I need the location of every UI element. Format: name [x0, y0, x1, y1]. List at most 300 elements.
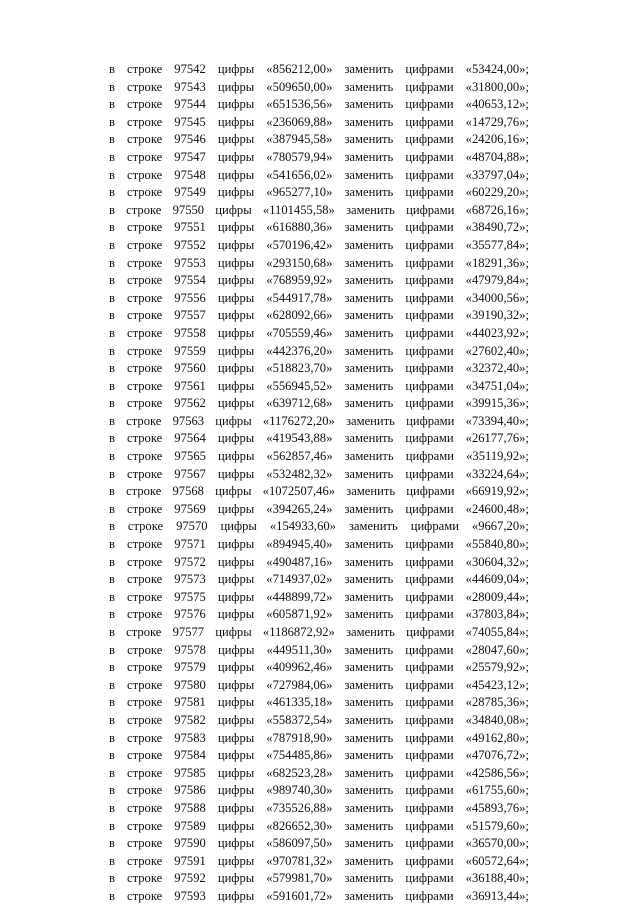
line-word: заменить [344, 712, 394, 727]
line-word: цифрами [405, 290, 454, 305]
line-word: цифры [217, 800, 255, 815]
line-word: «61755,60»; [465, 783, 529, 798]
line-word: «394265,24» [266, 501, 333, 516]
line-word: цифры [218, 449, 255, 464]
amendment-line [109, 343, 529, 361]
line-word: строке [127, 431, 163, 446]
line-word: 97562 [174, 396, 206, 411]
line-word: цифры [217, 730, 255, 745]
line-word: «28047,60»; [465, 642, 529, 657]
line-word: 97553 [174, 255, 206, 270]
line-word: «42586,56»; [465, 765, 529, 780]
line-word: «754485,86» [266, 748, 333, 763]
line-word: строке [127, 185, 163, 200]
amendment-line [109, 536, 529, 554]
line-word: цифрами [405, 79, 454, 94]
line-word: цифрами [405, 114, 454, 129]
line-word: «591601,72» [266, 888, 333, 903]
amendment-line [109, 712, 529, 730]
line-word: цифрами [405, 836, 454, 851]
line-word: строке [127, 501, 163, 516]
line-word: строке [127, 449, 163, 464]
line-word: «518823,70» [266, 361, 333, 376]
line-word: «236069,88» [266, 114, 333, 129]
line-word: цифры [217, 871, 255, 886]
line-word: «409962,46» [266, 660, 333, 675]
amendment-line [109, 765, 529, 783]
line-word: заменить [344, 343, 394, 358]
amendment-line [109, 360, 529, 378]
line-word: цифры [217, 132, 255, 147]
line-word: в [109, 132, 115, 147]
line-word: «39190,32»; [465, 308, 529, 323]
line-word: 97575 [174, 589, 206, 604]
amendment-line [109, 466, 529, 484]
line-word: цифры [220, 519, 257, 534]
line-word: заменить [344, 537, 394, 552]
line-word: цифрами [406, 413, 455, 428]
line-word: заменить [344, 765, 394, 780]
line-word: «39915,36»; [465, 396, 529, 411]
line-word: цифры [217, 62, 255, 76]
line-word: 97588 [174, 800, 206, 815]
line-word: строке [127, 308, 163, 323]
line-word: заменить [344, 396, 394, 411]
line-word: заменить [344, 888, 394, 903]
line-word: цифры [217, 501, 255, 516]
line-word: цифрами [405, 237, 454, 252]
amendment-list [109, 61, 529, 906]
line-word: в [109, 290, 115, 305]
line-word: заменить [344, 79, 394, 94]
line-word: цифрами [405, 466, 454, 481]
line-word: «9667,20»; [471, 519, 529, 534]
line-word: цифрами [405, 501, 454, 516]
line-word: «38490,72»; [465, 220, 529, 235]
line-word: строке [127, 149, 163, 164]
line-word: в [109, 748, 115, 763]
amendment-line [109, 554, 529, 572]
line-word: цифры [217, 273, 255, 288]
line-word: строке [127, 132, 163, 147]
line-word: 97547 [174, 149, 206, 164]
line-word: строке [127, 361, 163, 376]
line-word: «36913,44»; [465, 888, 529, 903]
line-word: «28009,44»; [465, 589, 529, 604]
amendment-line [109, 747, 529, 765]
amendment-line [109, 378, 529, 396]
line-word: цифрами [405, 396, 454, 411]
line-word: 97549 [174, 185, 206, 200]
line-word: цифры [217, 431, 255, 446]
line-word: 97542 [174, 62, 206, 76]
line-word: строке [127, 677, 163, 692]
line-word: цифры [217, 853, 255, 868]
line-word: в [109, 396, 115, 411]
line-word: цифрами [405, 818, 454, 833]
line-word: заменить [344, 554, 394, 569]
line-word: 97548 [174, 167, 206, 182]
line-word: «965277,10» [266, 185, 333, 200]
line-word: заменить [344, 466, 394, 481]
line-word: «735526,88» [266, 800, 333, 815]
line-word: «60229,20»; [465, 185, 529, 200]
line-word: строке [126, 413, 162, 428]
amendment-line [109, 800, 529, 818]
line-word: цифры [217, 167, 255, 182]
line-word: «60572,64»; [465, 853, 529, 868]
line-word: цифры [217, 290, 255, 305]
line-word: цифрами [405, 361, 454, 376]
line-word: в [109, 836, 115, 851]
amendment-line [109, 694, 529, 712]
line-word: заменить [344, 114, 394, 129]
amendment-line [109, 79, 529, 97]
line-word: в [109, 308, 115, 323]
amendment-line [109, 149, 529, 167]
line-word: цифры [218, 642, 255, 657]
amendment-line [109, 114, 529, 132]
line-word: цифрами [405, 572, 454, 587]
amendment-line [109, 325, 529, 343]
line-word: 97545 [174, 114, 206, 129]
line-word: заменить [344, 871, 394, 886]
line-word: «562857,46» [266, 449, 333, 464]
line-word: «14729,76»; [465, 114, 529, 129]
line-word: заменить [344, 185, 394, 200]
line-word: строке [127, 871, 163, 886]
line-word: в [109, 114, 115, 129]
line-word: заменить [348, 519, 398, 534]
line-word: «628092,66» [266, 308, 333, 323]
line-word: цифры [217, 396, 255, 411]
line-word: в [109, 343, 115, 358]
line-word: «28785,36»; [465, 695, 529, 710]
line-word: «556945,52» [266, 378, 333, 393]
amendment-line [109, 255, 529, 273]
line-word: в [109, 79, 115, 94]
line-word: «34751,04»; [465, 378, 529, 393]
line-word: цифрами [405, 800, 454, 815]
line-word: строке [127, 660, 163, 675]
amendment-line [109, 61, 529, 79]
line-word: цифры [217, 237, 255, 252]
line-word: 97572 [174, 554, 206, 569]
line-word: заменить [344, 660, 394, 675]
line-word: «32372,40»; [465, 361, 529, 376]
line-word: 97551 [174, 220, 206, 235]
line-word: заменить [344, 572, 394, 587]
line-word: 97544 [174, 97, 206, 112]
line-word: «44023,92»; [465, 325, 529, 340]
line-word: 97570 [176, 519, 208, 534]
line-word: в [109, 695, 115, 710]
line-word: 97560 [174, 361, 206, 376]
line-word: заменить [344, 431, 394, 446]
line-word: в [109, 818, 115, 833]
line-word: «826652,30» [266, 818, 333, 833]
line-word: «30604,32»; [465, 554, 529, 569]
line-word: «47979,84»; [465, 273, 529, 288]
line-word: 97578 [174, 642, 206, 657]
line-word: цифрами [406, 202, 455, 217]
line-word: в [109, 273, 115, 288]
line-word: «49162,80»; [465, 730, 529, 745]
line-word: цифрами [405, 853, 454, 868]
line-word: строке [127, 519, 164, 534]
line-word: в [109, 220, 115, 235]
line-word: «36188,40»; [465, 871, 529, 886]
line-word: цифрами [405, 431, 454, 446]
line-word: 97565 [174, 449, 206, 464]
line-word: строке [127, 695, 163, 710]
line-word: цифрами [405, 62, 454, 76]
line-word: цифрами [405, 449, 454, 464]
line-word: строке [127, 800, 163, 815]
line-word: 97584 [174, 748, 206, 763]
line-word: заменить [344, 818, 394, 833]
line-word: заменить [344, 220, 394, 235]
line-word: заменить [344, 748, 394, 763]
line-word: цифры [217, 836, 255, 851]
line-word: «461335,18» [266, 695, 333, 710]
line-word: цифры [217, 888, 255, 903]
line-word: строке [127, 97, 163, 112]
line-word: цифрами [406, 625, 455, 639]
amendment-line [109, 835, 529, 853]
line-word: строке [127, 712, 163, 727]
line-word: строке [127, 220, 163, 235]
line-word: цифрами [406, 484, 455, 499]
amendment-line [109, 571, 529, 589]
line-word: «27602,40»; [465, 343, 529, 358]
line-word: в [109, 800, 115, 815]
line-word: строке [127, 290, 163, 305]
line-word: цифрами [405, 343, 454, 358]
line-word: цифрами [405, 765, 454, 780]
line-word: «25579,92»; [465, 660, 529, 675]
line-word: 97573 [174, 572, 206, 587]
line-word: «35577,84»; [465, 237, 529, 252]
line-word: в [109, 185, 115, 200]
line-word: в [109, 660, 115, 675]
line-word: «579981,70» [266, 871, 333, 886]
line-word: цифры [217, 325, 255, 340]
line-word: заменить [346, 484, 396, 499]
line-word: в [109, 62, 115, 76]
line-word: заменить [344, 255, 394, 270]
line-word: цифры [217, 114, 255, 129]
line-word: строке [126, 484, 162, 499]
line-word: строке [127, 114, 163, 129]
line-word: «970781,32» [266, 853, 333, 868]
line-word: «154933,60» [269, 519, 336, 534]
line-word: цифры [217, 185, 255, 200]
line-word: строке [127, 765, 163, 780]
line-word: в [109, 325, 115, 340]
line-word: цифрами [405, 220, 454, 235]
line-word: цифрами [405, 695, 454, 710]
line-word: цифрами [405, 607, 454, 622]
line-word: цифры [217, 343, 255, 358]
line-word: «544917,78» [266, 290, 333, 305]
line-word: «639712,68» [266, 396, 333, 411]
line-word: «894945,40» [266, 537, 333, 552]
line-word: 97579 [174, 660, 206, 675]
line-word: «1072507,46» [262, 484, 336, 499]
line-word: «293150,68» [266, 255, 333, 270]
line-word: «24600,48»; [465, 501, 529, 516]
line-word: «66919,92»; [465, 484, 529, 499]
line-word: «419543,88» [266, 431, 333, 446]
line-word: строке [127, 325, 163, 340]
amendment-line [109, 730, 529, 748]
line-word: «448899,72» [266, 589, 333, 604]
line-word: в [109, 413, 115, 428]
amendment-line [109, 131, 529, 149]
line-word: цифры [217, 589, 255, 604]
line-word: «44609,04»; [465, 572, 529, 587]
line-word: цифрами [405, 554, 454, 569]
line-word: в [109, 888, 115, 903]
line-word: цифрами [405, 325, 454, 340]
line-word: цифры [217, 712, 255, 727]
line-word: в [109, 625, 115, 639]
amendment-line [109, 888, 529, 906]
amendment-line [109, 501, 529, 519]
line-word: в [109, 853, 115, 868]
line-word: «532482,32» [266, 466, 333, 481]
line-word: в [109, 730, 115, 745]
line-word: строке [127, 167, 163, 182]
line-word: «45893,76»; [465, 800, 529, 815]
line-word: «37803,84»; [465, 607, 529, 622]
line-word: «34840,08»; [465, 712, 529, 727]
line-word: цифры [217, 607, 255, 622]
amendment-line [109, 606, 529, 624]
line-word: 97591 [174, 853, 206, 868]
line-word: «73394,40»; [465, 413, 529, 428]
line-word: «31800,00»; [465, 79, 529, 94]
line-word: цифры [217, 660, 255, 675]
amendment-line [109, 413, 529, 431]
line-word: заменить [344, 378, 394, 393]
line-word: цифрами [405, 97, 454, 112]
line-word: строке [127, 836, 163, 851]
line-word: заменить [344, 167, 394, 182]
line-word: цифры [217, 79, 255, 94]
line-word: строке [127, 818, 163, 833]
line-word: в [109, 519, 115, 534]
line-word: цифры [217, 818, 255, 833]
line-word: «33797,04»; [465, 167, 529, 182]
line-word: цифры [217, 537, 255, 552]
line-word: 97557 [174, 308, 206, 323]
amendment-line [109, 518, 529, 536]
line-word: цифры [217, 765, 255, 780]
line-word: заменить [346, 202, 395, 217]
line-word: цифры [215, 625, 252, 639]
line-word: «605871,92» [266, 607, 333, 622]
line-word: в [109, 589, 115, 604]
line-word: «18291,36»; [465, 255, 529, 270]
line-word: цифры [217, 308, 255, 323]
line-word: 97568 [172, 484, 204, 499]
amendment-line [109, 395, 529, 413]
amendment-line [109, 589, 529, 607]
line-word: в [109, 449, 115, 464]
line-word: цифрами [405, 712, 454, 727]
line-word: заменить [344, 237, 394, 252]
line-word: в [109, 167, 115, 182]
line-word: 97589 [174, 818, 206, 833]
line-word: «40653,12»; [465, 97, 529, 112]
line-word: «442376,20» [266, 343, 333, 358]
line-word: в [109, 783, 115, 798]
line-word: строке [127, 273, 163, 288]
line-word: «989740,30» [266, 783, 333, 798]
line-word: строке [127, 396, 163, 411]
line-word: цифрами [410, 519, 459, 534]
line-word: в [109, 871, 115, 886]
line-word: строке [127, 554, 163, 569]
line-word: «33224,64»; [465, 466, 529, 481]
line-word: «1176272,20» [262, 413, 335, 428]
line-word: цифры [217, 378, 255, 393]
amendment-line [109, 818, 529, 836]
line-word: «34000,56»; [465, 290, 529, 305]
line-word: 97590 [174, 836, 206, 851]
line-word: «651536,56» [266, 97, 333, 112]
line-word: 97585 [174, 765, 206, 780]
line-word: в [109, 466, 115, 481]
line-word: «714937,02» [266, 572, 333, 587]
amendment-line [109, 782, 529, 800]
line-word: в [109, 237, 115, 252]
line-word: 97581 [174, 695, 206, 710]
line-word: заменить [344, 361, 394, 376]
line-word: строке [126, 202, 162, 217]
amendment-line [109, 202, 529, 220]
line-word: строке [127, 537, 163, 552]
line-word: 97586 [174, 783, 206, 798]
amendment-line [109, 272, 529, 290]
line-word: «541656,02» [266, 167, 333, 182]
line-word: заменить [344, 308, 394, 323]
line-word: заменить [344, 800, 394, 815]
line-word: в [109, 501, 115, 516]
line-word: строке [127, 62, 163, 76]
amendment-line [109, 870, 529, 888]
line-word: в [109, 484, 115, 499]
line-word: заменить [344, 449, 394, 464]
line-word: в [109, 97, 115, 112]
line-word: цифры [215, 484, 252, 499]
line-word: 97550 [172, 202, 205, 217]
line-word: цифрами [405, 748, 454, 763]
line-word: «1101455,58» [262, 202, 335, 217]
amendment-line [109, 307, 529, 325]
line-word: строке [127, 783, 163, 798]
line-word: в [109, 361, 115, 376]
amendment-line [109, 659, 529, 677]
line-word: цифрами [405, 783, 454, 798]
line-word: заменить [344, 290, 394, 305]
line-word: заменить [344, 783, 394, 798]
line-word: 97561 [174, 378, 206, 393]
line-word: цифрами [405, 660, 454, 675]
line-word: цифры [217, 255, 255, 270]
